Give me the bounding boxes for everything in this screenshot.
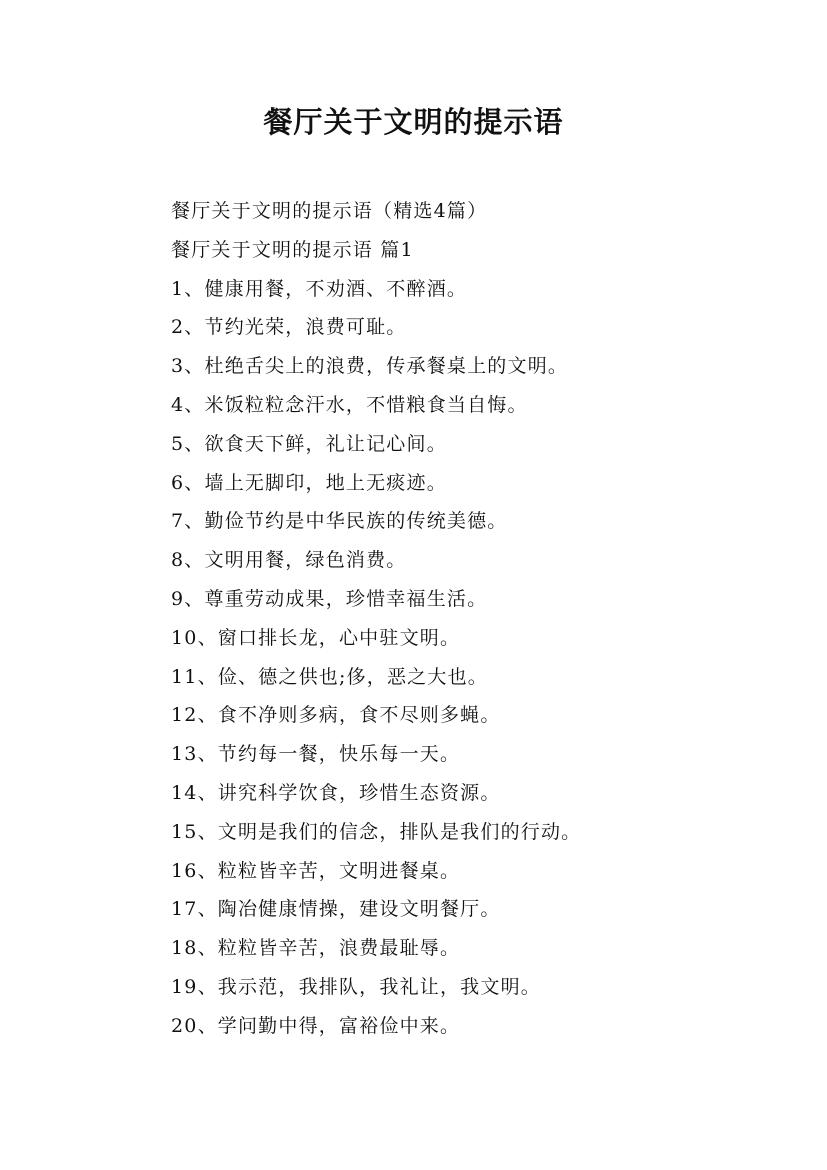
list-item: 20、学问勤中得，富裕俭中来。 <box>171 1014 461 1037</box>
list-item: 16、粒粒皆辛苦，文明进餐桌。 <box>171 859 461 882</box>
list-item: 4、米饭粒粒念汗水，不惜粮食当自悔。 <box>171 393 528 416</box>
list-item: 19、我示范，我排队，我礼让，我文明。 <box>171 975 541 998</box>
list-item: 15、文明是我们的信念，排队是我们的行动。 <box>171 820 582 843</box>
document-body <box>171 192 791 1046</box>
list-item: 6、墙上无脚印，地上无痰迹。 <box>171 471 447 494</box>
list-item: 8、文明用餐，绿色消费。 <box>171 549 407 572</box>
list-item: 18、粒粒皆辛苦，浪费最耻辱。 <box>171 937 461 960</box>
section-heading: 餐厅关于文明的提示语 篇1 <box>171 238 414 261</box>
list-item: 5、欲食天下鲜，礼让记心间。 <box>171 432 447 455</box>
list-item: 7、勤俭节约是中华民族的传统美德。 <box>171 510 508 533</box>
list-item: 13、节约每一餐，快乐每一天。 <box>171 743 461 766</box>
list-item: 2、节约光荣，浪费可耻。 <box>171 316 407 339</box>
list-item: 14、讲究科学饮食，珍惜生态资源。 <box>171 781 501 804</box>
document-title: 餐厅关于文明的提示语 <box>263 105 564 139</box>
list-item: 1、健康用餐，不劝酒、不醉酒。 <box>171 277 468 300</box>
list-item: 17、陶冶健康情操，建设文明餐厅。 <box>171 898 501 921</box>
list-item: 3、杜绝舌尖上的浪费，传承餐桌上的文明。 <box>171 355 569 378</box>
list-item: 11、俭、德之供也;侈，恶之大也。 <box>171 665 488 688</box>
list-item: 9、尊重劳动成果，珍惜幸福生活。 <box>171 587 488 610</box>
list-item: 10、窗口排长龙，心中驻文明。 <box>171 626 461 649</box>
document-subtitle: 餐厅关于文明的提示语（精选4篇） <box>171 200 488 222</box>
list-item: 12、食不净则多病，食不尽则多蝇。 <box>171 704 501 727</box>
